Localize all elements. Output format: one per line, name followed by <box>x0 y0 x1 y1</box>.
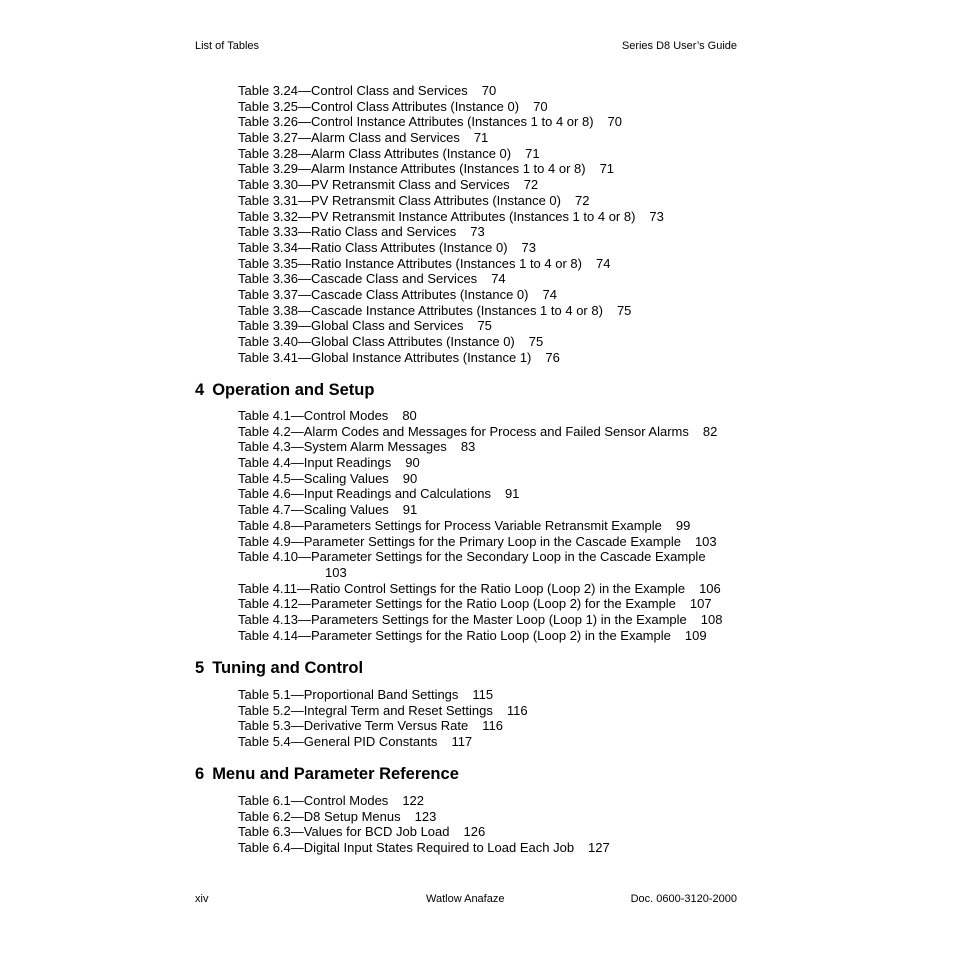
entry-title: Table 4.8—Parameters Settings for Process Variable Retransmit Example <box>238 517 662 533</box>
toc-entry[interactable] <box>238 455 722 471</box>
entry-page: 71 <box>599 161 615 177</box>
entry-title: Table 4.7—Scaling Values <box>238 502 389 518</box>
entry-title: Table 4.12—Parameter Settings for the Ratio Loop (Loop 2) for the Example <box>238 596 676 612</box>
toc-entry[interactable] <box>238 612 722 628</box>
toc-entry[interactable] <box>238 240 664 256</box>
entry-title: Table 5.3—Derivative Term Versus Rate <box>238 718 469 734</box>
entry-title: Table 3.35—Ratio Instance Attributes (Instances 1 to 4 or 8) <box>238 255 582 271</box>
entry-title: Table 3.29—Alarm Instance Attributes (Instances 1 to 4 or 8) <box>238 161 586 177</box>
entry-page: 115 <box>472 687 494 702</box>
entry-page: 74 <box>595 255 611 271</box>
chapter-6-heading <box>195 764 459 784</box>
entry-page: 71 <box>473 130 489 146</box>
entry-title: Table 3.33—Ratio Class and Services <box>238 224 457 240</box>
entry-title: Table 6.2—D8 Setup Menus <box>238 808 401 824</box>
toc-entry[interactable] <box>238 628 722 644</box>
entry-page: 117 <box>451 734 473 750</box>
entry-page: 75 <box>616 302 632 318</box>
entry-page: 72 <box>523 177 539 193</box>
entry-title: Table 4.2—Alarm Codes and Messages for Process and Failed Sensor Alarms <box>238 423 689 439</box>
entry-title: Table 4.5—Scaling Values <box>238 470 389 486</box>
toc-entry[interactable] <box>238 734 528 750</box>
toc-entry[interactable] <box>238 114 664 130</box>
entry-page: 91 <box>504 486 520 502</box>
toc-entry[interactable] <box>238 130 664 146</box>
chapter-4-heading <box>195 380 374 400</box>
entry-page: 72 <box>574 192 590 208</box>
entry-page: 91 <box>402 502 418 518</box>
entry-title: Table 4.6—Input Readings and Calculations <box>238 486 491 502</box>
entry-title: Table 4.14—Parameter Settings for the Ratio Loop (Loop 2) in the Example <box>238 627 671 643</box>
toc-entry[interactable] <box>238 534 722 550</box>
entry-page: 73 <box>470 224 485 240</box>
toc-entry[interactable] <box>238 99 664 115</box>
entry-title: Table 4.3—System Alarm Messages <box>238 439 447 455</box>
toc-entry[interactable] <box>238 596 722 612</box>
toc-entry[interactable] <box>238 718 528 734</box>
chapter-title: Operation and Setup <box>212 381 375 399</box>
toc-entry[interactable] <box>238 83 664 99</box>
entry-title: Table 5.2—Integral Term and Reset Settings <box>238 702 493 718</box>
entry-page: 73 <box>649 208 664 224</box>
toc-entry[interactable] <box>238 256 664 272</box>
entry-page: 74 <box>542 286 557 302</box>
entry-title: Table 3.39—Global Class and Services <box>238 318 464 334</box>
entry-title: Table 4.9—Parameter Settings for the Primary Loop in the Cascade Example <box>238 533 681 549</box>
toc-entry[interactable] <box>238 581 722 597</box>
entry-title: Table 3.38—Cascade Instance Attributes (Instances 1 to 4 or 8) <box>238 302 603 318</box>
toc-entry[interactable] <box>238 177 664 193</box>
entry-page: 70 <box>481 83 497 98</box>
entry-page: 103 <box>694 533 717 549</box>
entry-title: Table 3.27—Alarm Class and Services <box>238 130 460 146</box>
entry-title: Table 4.13—Parameters Settings for the Master Loop (Loop 1) in the Example <box>238 611 687 627</box>
entry-title: Table 3.34—Ratio Class Attributes (Instance 0) <box>238 239 508 255</box>
entry-title: Table 3.31—PV Retransmit Class Attributes (Instance 0) <box>238 192 561 208</box>
toc-entry[interactable] <box>238 471 722 487</box>
entry-title: Table 6.3—Values for BCD Job Load <box>238 824 450 840</box>
footer-company: Watlow Anafaze <box>426 893 505 905</box>
toc-entry[interactable] <box>238 687 528 703</box>
entry-title: Table 3.30—PV Retransmit Class and Services <box>238 177 510 193</box>
toc-entry[interactable] <box>238 502 722 518</box>
entry-title: Table 4.4—Input Readings <box>238 455 392 471</box>
toc-entry[interactable] <box>238 350 664 366</box>
entry-title: Table 5.1—Proportional Band Settings <box>238 687 459 702</box>
toc-entry[interactable] <box>238 334 664 350</box>
entry-title: Table 3.37—Cascade Class Attributes (Instance 0) <box>238 286 529 302</box>
toc-entry[interactable] <box>238 518 722 534</box>
chapter-number: 6 <box>195 765 205 783</box>
entry-title: Table 3.36—Cascade Class and Services <box>238 271 478 287</box>
entry-page: 75 <box>477 318 492 334</box>
chapter-number: 4 <box>195 381 205 399</box>
entry-title: Table 4.10—Parameter Settings for the Secondary Loop in the Cascade Example <box>238 549 706 565</box>
toc-entry[interactable] <box>238 146 664 162</box>
page-number: xiv <box>195 893 209 905</box>
entry-page: 82 <box>702 423 718 439</box>
entry-page: 90 <box>405 455 420 471</box>
entry-title: Table 3.24—Control Class and Services <box>238 83 468 98</box>
toc-entry[interactable] <box>238 209 664 225</box>
entry-page: 103 <box>325 564 347 580</box>
entry-page: 106 <box>699 580 721 596</box>
entry-page: 99 <box>675 517 691 533</box>
chapter-6-table-list <box>238 793 610 856</box>
entry-page: 74 <box>491 271 506 287</box>
entry-page: 75 <box>528 334 544 349</box>
toc-entry[interactable] <box>238 271 664 287</box>
toc-entry[interactable] <box>238 424 722 440</box>
chapter-3-table-list <box>238 83 664 365</box>
entry-page: 109 <box>684 627 707 643</box>
entry-page: 71 <box>525 145 540 161</box>
entry-page: 123 <box>414 808 437 824</box>
toc-entry[interactable] <box>238 840 610 856</box>
toc-entry[interactable] <box>238 439 722 455</box>
entry-title: Table 4.1—Control Modes <box>238 408 389 423</box>
entry-title: Table 3.25—Control Class Attributes (Instance 0) <box>238 98 520 114</box>
entry-page: 127 <box>588 840 610 856</box>
toc-entry[interactable] <box>238 703 528 719</box>
chapter-title: Tuning and Control <box>212 659 364 677</box>
entry-title: Table 5.4—General PID Constants <box>238 734 438 750</box>
chapter-5-heading <box>195 658 363 678</box>
toc-entry[interactable] <box>238 224 664 240</box>
entry-title: Table 3.40—Global Class Attributes (Instance 0) <box>238 334 515 349</box>
toc-entry[interactable] <box>238 318 664 334</box>
entry-title: Table 3.32—PV Retransmit Instance Attributes (Instances 1 to 4 or 8) <box>238 208 636 224</box>
toc-entry[interactable] <box>238 549 722 580</box>
entry-page: 83 <box>460 439 476 455</box>
toc-entry[interactable] <box>238 193 664 209</box>
entry-page: 76 <box>545 349 560 365</box>
entry-page: 122 <box>402 793 425 808</box>
toc-entry[interactable] <box>238 408 722 424</box>
entry-title: Table 3.41—Global Instance Attributes (Instance 1) <box>238 349 532 365</box>
running-header-section: List of Tables <box>195 40 260 52</box>
toc-entry[interactable] <box>238 793 610 809</box>
entry-title: Table 6.1—Control Modes <box>238 793 389 808</box>
toc-entry[interactable] <box>238 161 664 177</box>
footer-doc-number: Doc. 0600-3120-2000 <box>630 893 737 905</box>
entry-page: 108 <box>700 611 723 627</box>
toc-entry[interactable] <box>238 303 664 319</box>
entry-title: Table 3.26—Control Instance Attributes (Instances 1 to 4 or 8) <box>238 114 594 130</box>
entry-title: Table 3.28—Alarm Class Attributes (Instance 0) <box>238 145 512 161</box>
entry-title: Table 4.11—Ratio Control Settings for the Ratio Loop (Loop 2) in the Example <box>238 580 686 596</box>
entry-page: 70 <box>533 98 548 114</box>
entry-page: 70 <box>607 114 622 130</box>
entry-page: 90 <box>402 470 418 486</box>
running-header-title: Series D8 User’s Guide <box>621 40 737 52</box>
entry-page: 80 <box>402 408 417 423</box>
entry-page: 107 <box>689 596 712 612</box>
toc-entry[interactable] <box>238 486 722 502</box>
entry-title: Table 6.4—Digital Input States Required to Load Each Job <box>238 840 575 856</box>
entry-page: 126 <box>463 824 486 840</box>
entry-page: 116 <box>482 718 503 734</box>
chapter-number: 5 <box>195 659 205 677</box>
toc-entry[interactable] <box>238 809 610 825</box>
chapter-title: Menu and Parameter Reference <box>212 765 459 783</box>
entry-page: 73 <box>521 239 536 255</box>
entry-page: 116 <box>506 702 528 718</box>
chapter-4-table-list <box>238 408 722 643</box>
toc-entry[interactable] <box>238 287 664 303</box>
chapter-5-table-list <box>238 687 528 750</box>
toc-entry[interactable] <box>238 824 610 840</box>
